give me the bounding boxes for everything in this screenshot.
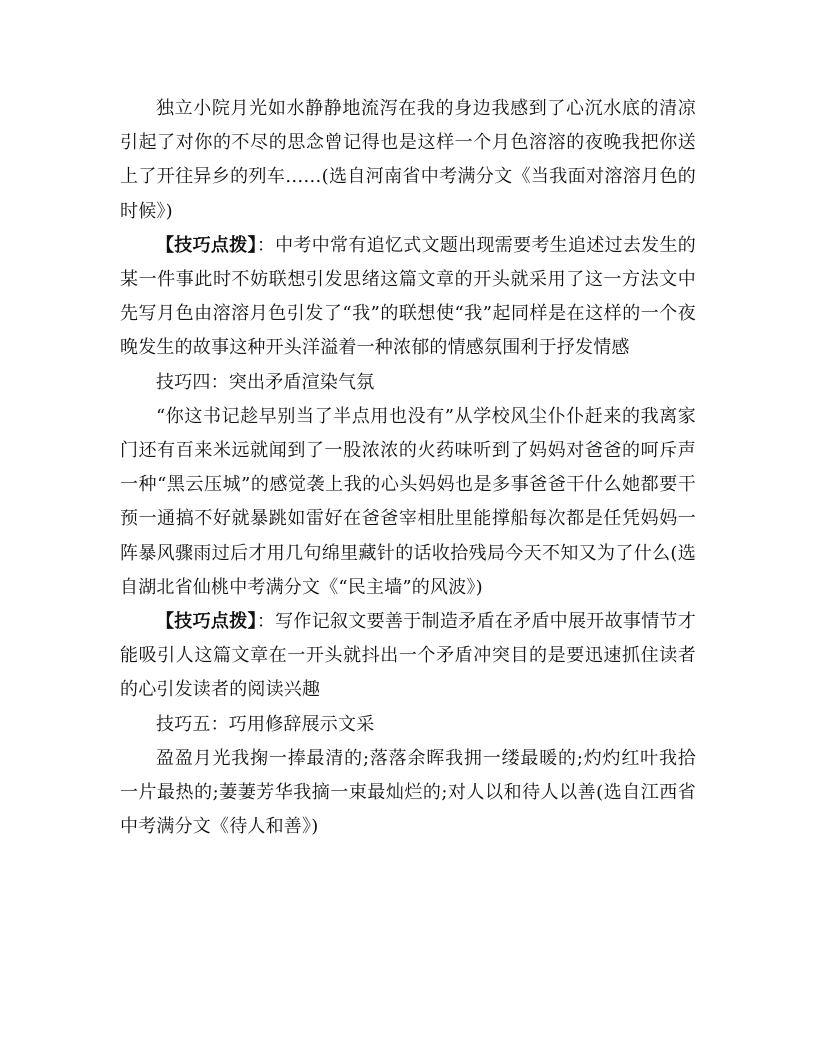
paragraph-tip-conflict bbox=[120, 605, 696, 708]
paragraph-text: “你这书记趁早别当了半点用也没有”从学校风尘仆仆赶来的我离家门还有百来米远就闻到了一股浓浓的火药味听到了妈妈对爸爸的呵斥声一种“黑云压城”的感觉袭上我的心头妈妈也是多事爸爸干什么她都要干预一通搞不好就暴跳如雷好在爸爸宰相肚里能撑船每次都是任凭妈妈一阵暴风骤雨过后才用几句绵里藏针的话收拾残局今天不知又为了什么(选自湖北省仙桃中考满分文《“民主墙”的风波》) bbox=[120, 405, 696, 598]
heading-text: 技巧五：巧用修辞展示文采 bbox=[156, 713, 375, 735]
paragraph-tip-recall bbox=[120, 229, 696, 366]
section-heading-technique-four bbox=[120, 366, 696, 400]
tip-label: 【技巧点拨】 bbox=[156, 611, 257, 633]
tip-label: 【技巧点拨】 bbox=[156, 234, 257, 256]
paragraph-conflict-excerpt bbox=[120, 400, 696, 605]
section-heading-technique-five bbox=[120, 708, 696, 742]
paragraph-text: ：写作记叙文要善于制造矛盾在矛盾中展开故事情节才能吸引人这篇文章在一开头就抖出一个矛盾冲突目的是要迅速抓住读者的心引发读者的阅读兴趣 bbox=[120, 611, 696, 701]
paragraph-text: 独立小院月光如水静静地流泻在我的身边我感到了心沉水底的清凉引起了对你的不尽的思念曾记得也是这样一个月色溶溶的夜晚我把你送上了开往异乡的列车……(选自河南省中考满分文《当我面对溶溶月色的时候》) bbox=[120, 98, 696, 222]
paragraph-text: 盈盈月光我掬一捧最清的;落落余晖我拥一缕最暖的;灼灼红叶我拾一片最热的;萋萋芳华我摘一束最灿烂的;对人以和待人以善(选自江西省中考满分文《待人和善》) bbox=[120, 747, 696, 838]
document-body bbox=[120, 92, 696, 844]
paragraph-moonlight-excerpt bbox=[120, 92, 696, 229]
paragraph-rhetoric-excerpt bbox=[120, 742, 696, 845]
heading-text: 技巧四：突出矛盾渲染气氛 bbox=[156, 371, 375, 393]
paragraph-text: ：中考中常有追忆式文题出现需要考生追述过去发生的某一件事此时不妨联想引发思绪这篇文章的开头就采用了这一方法文中先写月色由溶溶月色引发了“我”的联想使“我”起同样是在这样的一个夜晚发生的故事这种开头洋溢着一种浓郁的情感氛围利于抒发情感 bbox=[120, 234, 696, 359]
